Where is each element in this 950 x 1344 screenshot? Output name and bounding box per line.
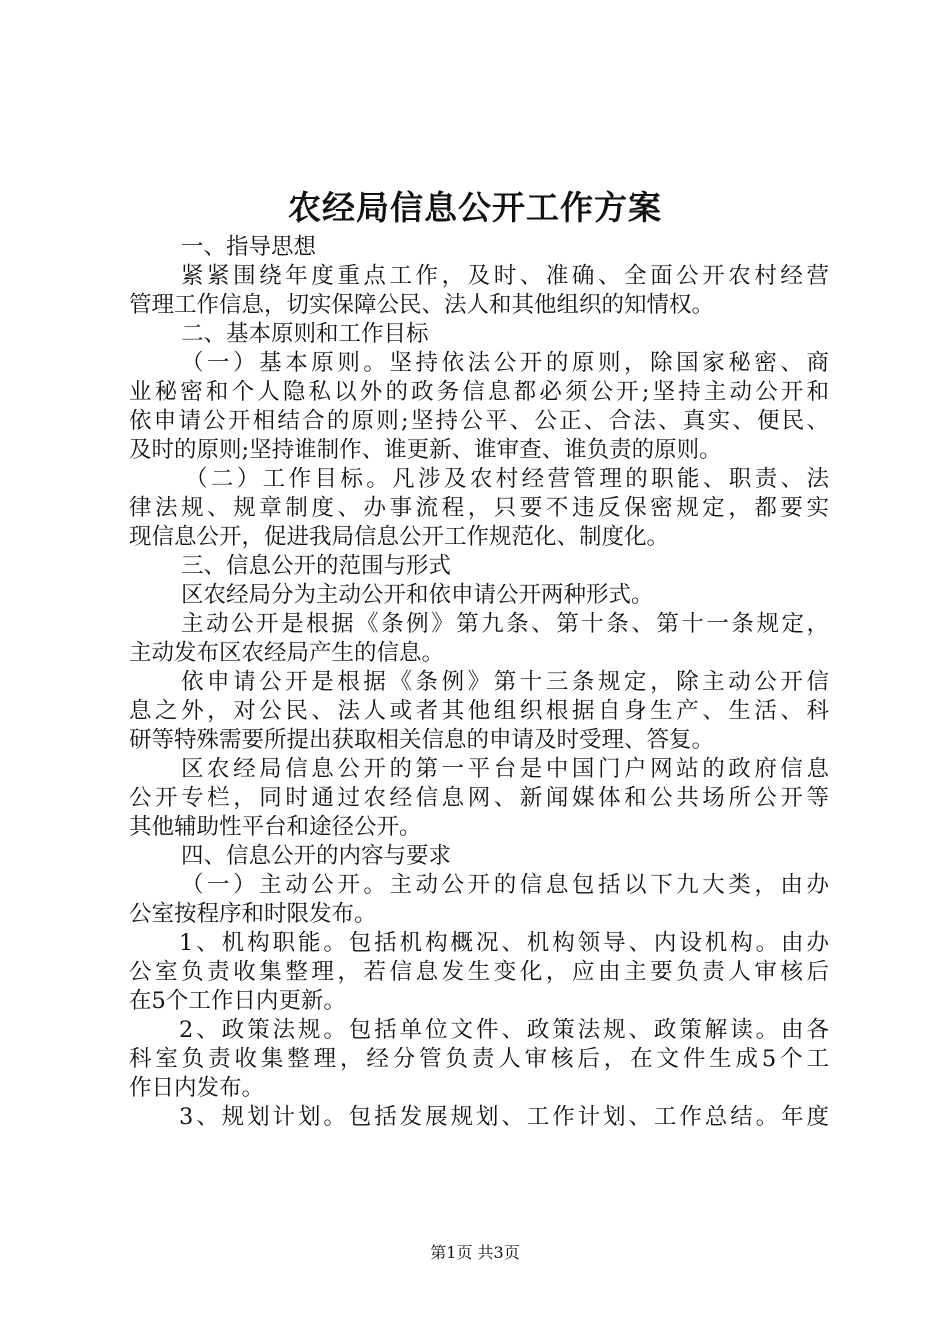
paragraph-line: 管理工作信息，切实保障公民、法人和其他组织的知情权。 <box>129 292 715 318</box>
paragraph-line: 依申请公开相结合的原则;坚持公平、公正、合法、真实、便民、 <box>129 408 829 434</box>
paragraph-line: 研等特殊需要所提出获取相关信息的申请及时受理、答复。 <box>129 727 715 753</box>
section-heading: 二、基本原则和工作目标 <box>181 321 429 347</box>
paragraph-line: 在5个工作日内更新。 <box>129 988 346 1014</box>
section-heading: 一、指导思想 <box>181 234 317 260</box>
paragraph-line: 2、政策法规。包括单位文件、政策法规、政策解读。由各 <box>179 1017 829 1043</box>
paragraph-line: 息之外，对公民、法人或者其他组织根据自身生产、生活、科 <box>129 698 829 724</box>
paragraph-line: 依申请公开是根据《条例》第十三条规定，除主动公开信 <box>181 669 829 695</box>
paragraph-line: 律法规、规章制度、办事流程，只要不违反保密规定，都要实 <box>129 495 829 521</box>
paragraph-line: 作日内发布。 <box>129 1075 265 1101</box>
paragraph-line: 区农经局信息公开的第一平台是中国门户网站的政府信息 <box>181 756 829 782</box>
paragraph-line: 公室负责收集整理，若信息发生变化，应由主要负责人审核后 <box>129 959 829 985</box>
page-number: 第1页 共3页 <box>430 1243 520 1262</box>
paragraph-line: 业秘密和个人隐私以外的政务信息都必须公开;坚持主动公开和 <box>129 379 829 405</box>
paragraph-line: 其他辅助性平台和途径公开。 <box>129 814 422 840</box>
paragraph-line: 公开专栏，同时通过农经信息网、新闻媒体和公共场所公开等 <box>129 785 829 811</box>
document-body <box>129 233 829 1132</box>
paragraph-line: （二）工作目标。凡涉及农村经营管理的职能、职责、法 <box>185 466 829 492</box>
paragraph-line: 主动发布区农经局产生的信息。 <box>129 640 445 666</box>
paragraph-line: 科室负责收集整理，经分管负责人审核后，在文件生成5个工 <box>129 1046 829 1072</box>
paragraph-line: （一）基本原则。坚持依法公开的原则，除国家秘密、商 <box>181 350 829 376</box>
paragraph-line: （一）主动公开。主动公开的信息包括以下九大类，由办 <box>181 872 829 898</box>
paragraph-line: 区农经局分为主动公开和依申请公开两种形式。 <box>181 582 654 608</box>
section-heading: 四、信息公开的内容与要求 <box>181 843 452 869</box>
paragraph-line: 现信息公开，促进我局信息公开工作规范化、制度化。 <box>129 524 670 550</box>
paragraph-line: 3、规划计划。包括发展规划、工作计划、工作总结。年度 <box>179 1104 829 1130</box>
paragraph-line: 紧紧围绕年度重点工作，及时、准确、全面公开农村经营 <box>181 263 829 289</box>
paragraph-line: 公室按程序和时限发布。 <box>129 901 377 927</box>
section-heading: 三、信息公开的范围与形式 <box>181 553 452 579</box>
paragraph-line: 1、机构职能。包括机构概况、机构领导、内设机构。由办 <box>179 930 829 956</box>
paragraph-line: 主动公开是根据《条例》第九条、第十条、第十一条规定， <box>181 611 829 637</box>
document-title: 农经局信息公开工作方案 <box>288 188 662 227</box>
paragraph-line: 及时的原则;坚持谁制作、谁更新、谁审查、谁负责的原则。 <box>129 437 722 463</box>
